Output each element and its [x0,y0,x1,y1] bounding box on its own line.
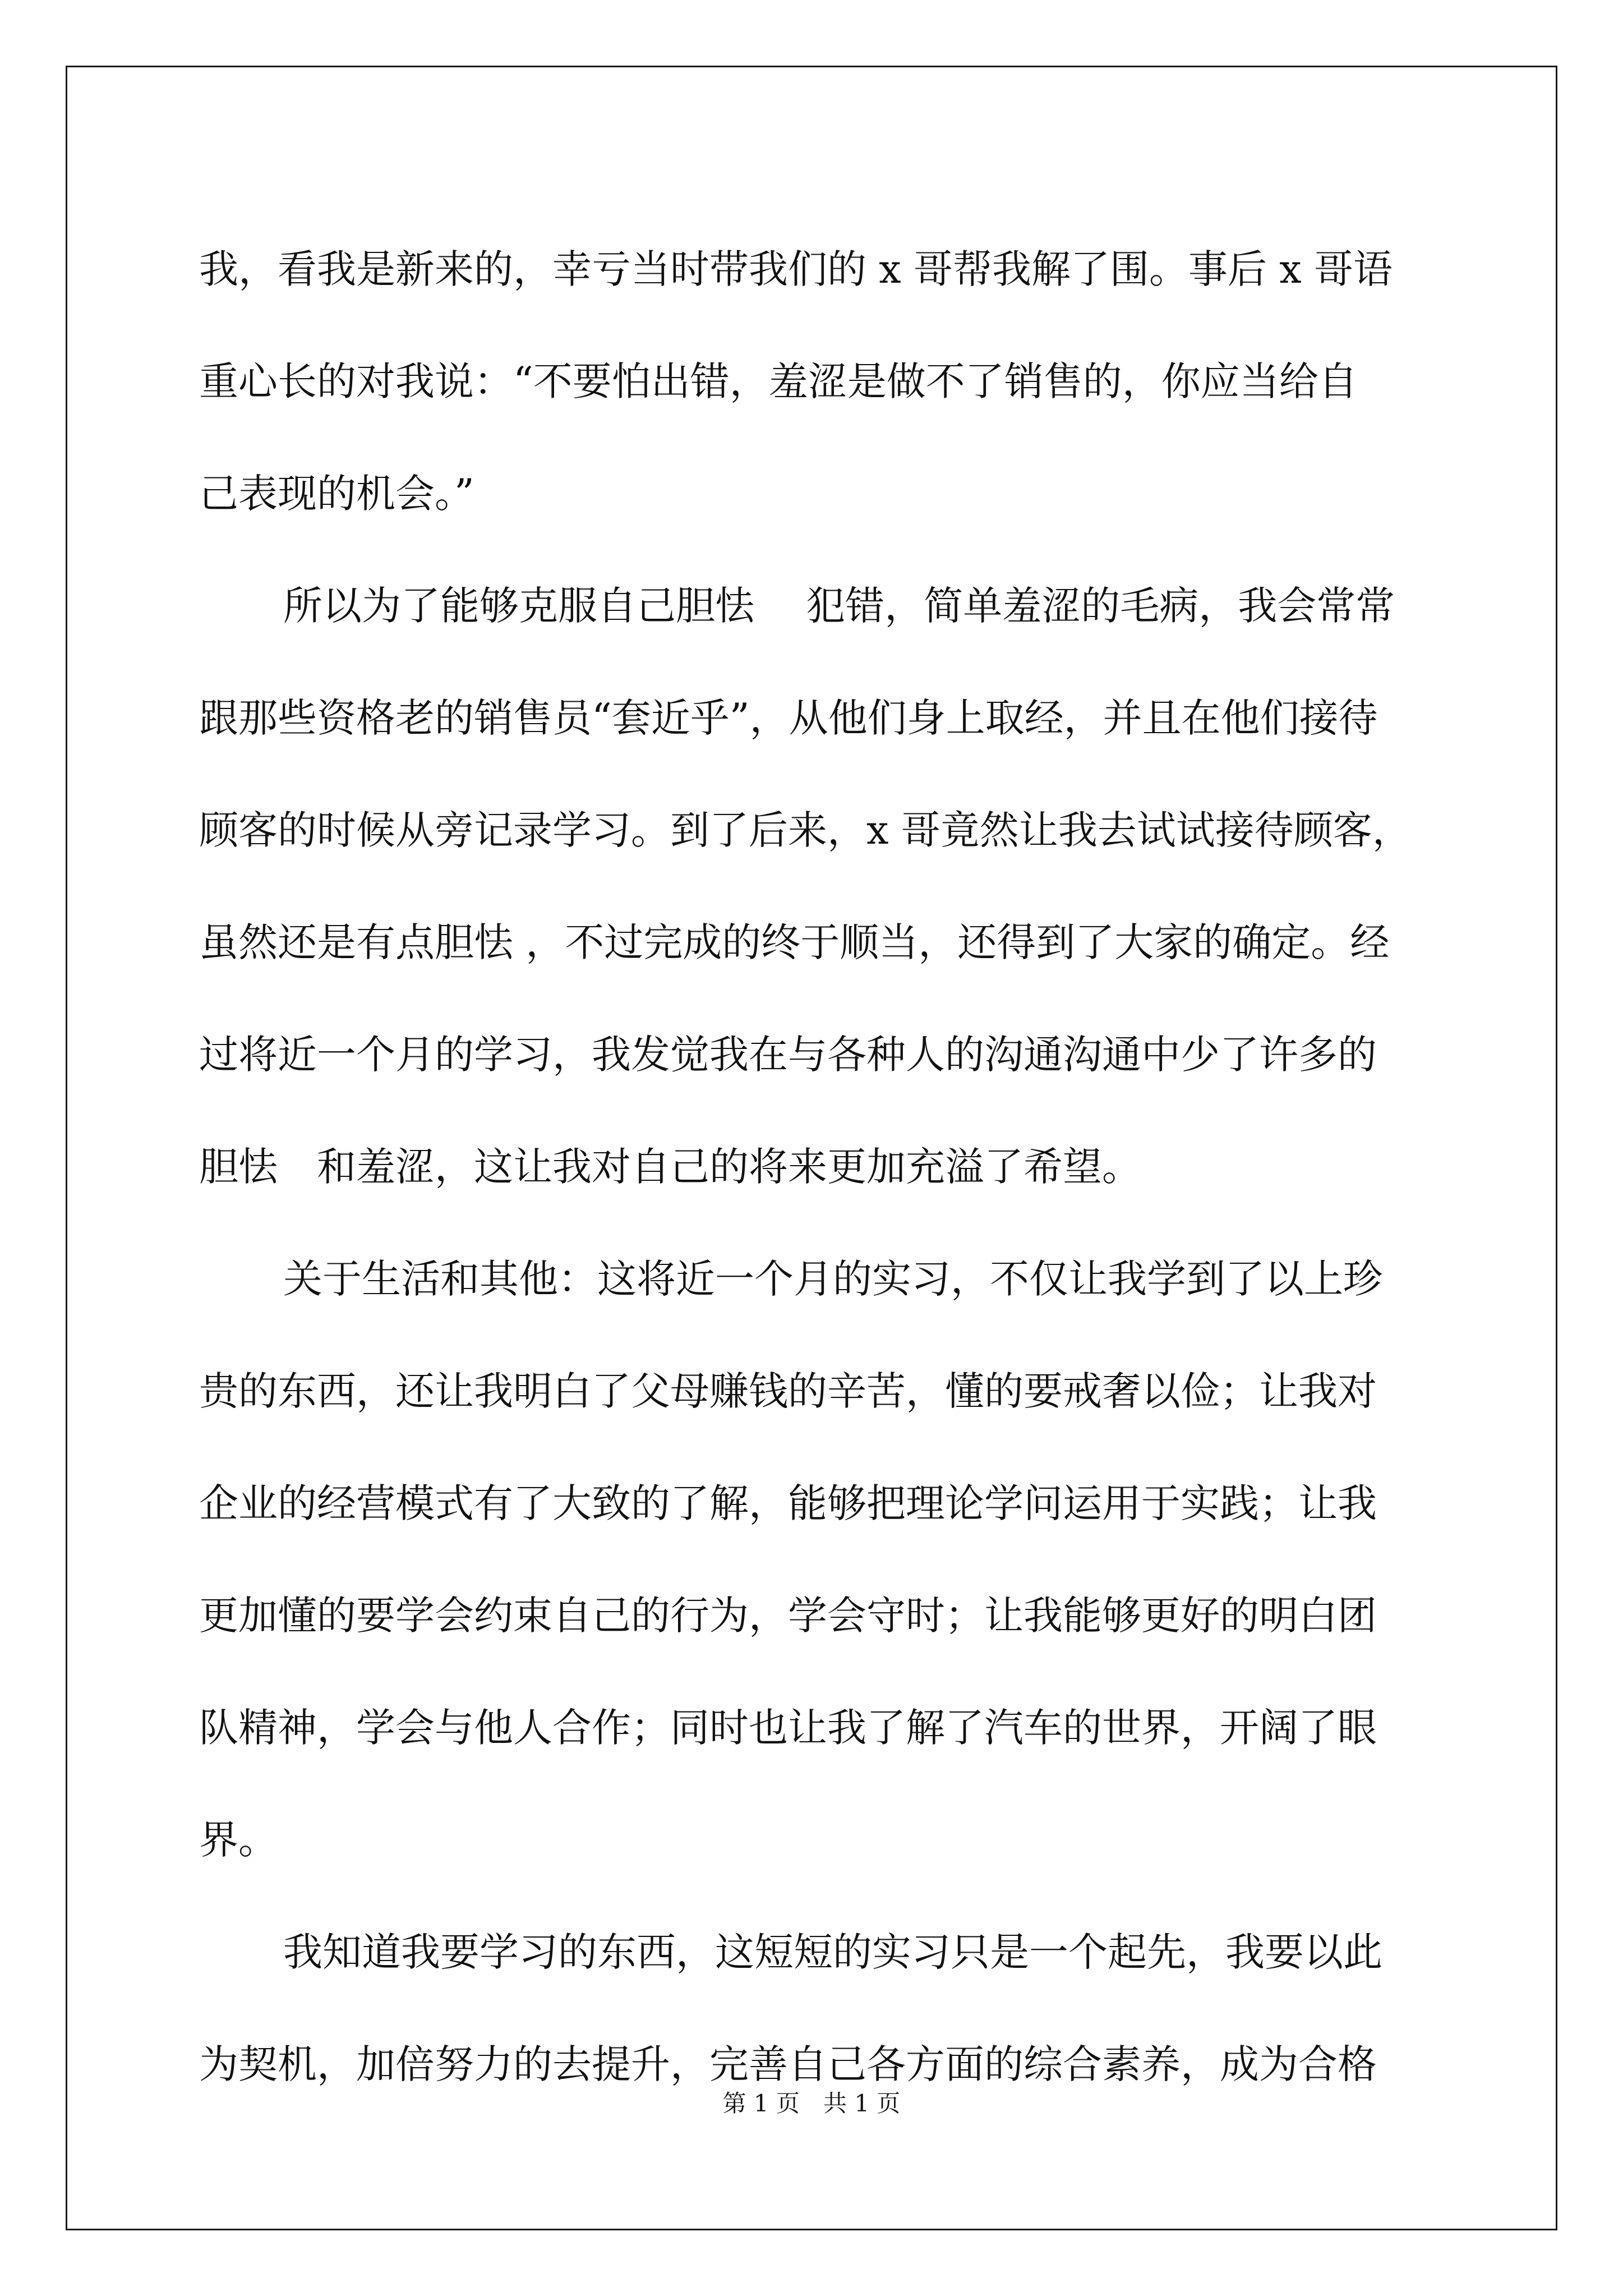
paragraph-start-line: 所以为了能够克服自己胆怯 犯错，简单羞涩的毛病，我会常常 [283,583,1395,629]
text-line: 界。 [199,1817,278,1863]
text-line: 贵的东西，还让我明白了父母赚钱的辛苦，懂的要戒奢以俭；让我对 [199,1368,1377,1414]
text-line: 胆怯 和羞涩，这让我对自己的将来更加充溢了希望。 [199,1144,1141,1190]
text-line: 过将近一个月的学习，我发觉我在与各种人的沟通沟通中少了许多的 [199,1032,1377,1078]
text-line: 己表现的机会。” [199,471,474,517]
document-body [199,213,1433,2120]
text-line: 跟那些资格老的销售员“套近乎”，从他们身上取经，并且在他们接待 [199,695,1378,741]
paragraph-start-line: 关于生活和其他：这将近一个月的实习，不仅让我学到了以上珍 [283,1256,1382,1302]
paragraph-start-line: 我知道我要学习的东西，这短短的实习只是一个起先，我要以此 [283,1929,1382,1975]
text-line: 更加懂的要学会约束自己的行为，学会守时；让我能够更好的明白团 [199,1593,1377,1639]
text-line: 顾客的时候从旁记录学习。到了后来，x 哥竟然让我去试试接待顾客， [199,807,1412,853]
text-line: 重心长的对我说：“不要怕出错，羞涩是做不了销售的，你应当给自 [199,358,1358,404]
page-number-footer: 第 1 页 共 1 页 [722,2090,901,2117]
text-line: 为契机，加倍努力的去提升，完善自己各方面的综合素养，成为合格 [199,2041,1377,2087]
text-line: 队精神，学会与他人合作；同时也让我了解了汽车的世界，开阔了眼 [199,1705,1377,1751]
text-line: 虽然还是有点胆怯 ，不过完成的终于顺当，还得到了大家的确定。经 [199,919,1390,965]
text-line: 企业的经营模式有了大致的了解，能够把理论学问运用于实践；让我 [199,1480,1377,1526]
text-line: 我，看我是新来的，幸亏当时带我们的 x 哥帮我解了围。事后 x 哥语 [199,246,1393,292]
